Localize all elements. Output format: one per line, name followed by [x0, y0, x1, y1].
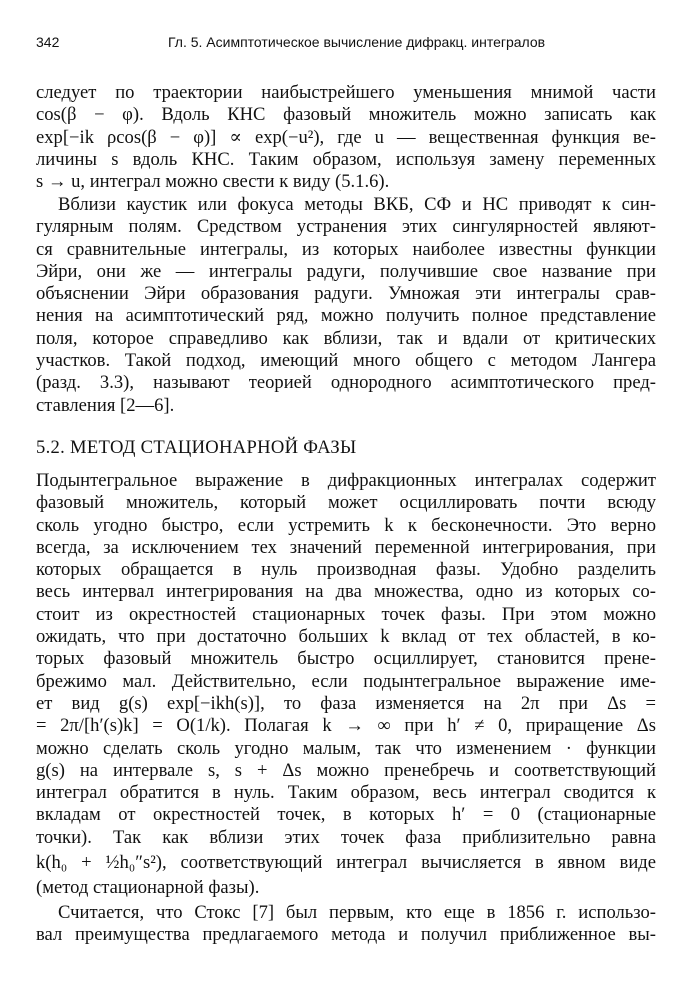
text-line: ожидать, что при достаточно больших k вклад от тех областей, в ко-: [36, 626, 656, 648]
text-line: s → u, интеграл можно свести к виду (5.1.6).: [36, 171, 390, 193]
text-line: k(h₀ + ½h₀″s²), соответствующий интеграл вычисляется в явном виде: [36, 852, 656, 874]
paragraph-2: [36, 194, 656, 417]
text-line: ся сравнительные интегралы, из которых наиболее известны функции: [36, 238, 656, 260]
text-line: Эйри, они же — интегралы радуги, получившие свое название при: [36, 260, 656, 282]
text-line: Вблизи каустик или фокуса методы ВКБ, СФ и НС приводят к син-: [58, 194, 656, 215]
text-line: фазовый множитель, который может осциллировать почти всюду: [36, 492, 656, 514]
text-line: гулярным полям. Средством устранения этих сингулярностей являют-: [36, 216, 656, 238]
text-line: cos(β − φ). Вдоль КНС фазовый множитель можно записать как: [36, 104, 656, 126]
text-line: стоит из окрестностей стационарных точек фазы. При этом можно: [36, 603, 656, 625]
running-head: [0, 30, 696, 54]
paragraph-3: [36, 470, 656, 899]
text-line: = 2π/[h′(s)k] = O(1/k). Полагая k → ∞ при h′ ≠ 0, приращение Δs: [36, 715, 656, 737]
text-line: поля, которое справедливо как вблизи, так и вдали от критических: [36, 327, 656, 349]
text-line: вкладам от окрестностей точек, в которых h′ = 0 (стационарные: [36, 804, 656, 826]
text-line: (метод стационарной фазы).: [36, 877, 260, 899]
text-line: exp[−ik ρcos(β − φ)] ∝ exp(−u²), где u — вещественная функция ве-: [36, 126, 656, 148]
section-heading: 5.2. МЕТОД СТАЦИОНАРНОЙ ФАЗЫ: [36, 437, 357, 458]
text-line: ставления [2—6].: [36, 394, 175, 416]
text-line: которых обращается в нуль производная фазы. Удобно разделить: [36, 559, 656, 581]
text-line: участков. Такой подход, имеющий много общего с методом Лангера: [36, 350, 656, 372]
text-line: весь интервал интегрирования на два множества, одно из которых со-: [36, 581, 656, 603]
text-line: сколь угодно быстро, если устремить k к бесконечности. Это верно: [36, 514, 656, 536]
text-line: всегда, за исключением тех значений переменной интегрирования, при: [36, 536, 656, 558]
text-line: вал преимущества предлагаемого метода и получил приближенное вы-: [36, 924, 656, 946]
text-line: (разд. 3.3), называют теорией однородного асимптотического пред-: [36, 372, 656, 394]
text-line: нения на асимптотический ряд, можно получить полное представление: [36, 305, 656, 327]
text-line: можно сделать сколь угодно малым, так что изменением · функции: [36, 737, 656, 759]
paragraph-1: [36, 82, 656, 193]
text-line: следует по траектории наибыстрейшего уменьшения мнимой части: [36, 82, 656, 103]
text-line: ет вид g(s) exp[−ikh(s)], то фаза изменяется на 2π при Δs =: [36, 692, 656, 714]
text-line: интеграл обратится в нуль. Таким образом, весь интеграл сводится к: [36, 782, 656, 804]
text-line: личины s вдоль КНС. Таким образом, используя замену переменных: [36, 148, 656, 170]
page-number: 342: [36, 34, 60, 50]
text-line: Считается, что Стокс [7] был первым, кто еще в 1856 г. использо-: [58, 902, 656, 923]
text-line: объяснении Эйри образования радуги. Умножая эти интегралы срав-: [36, 283, 656, 305]
text-line: Подынтегральное выражение в дифракционных интегралах содержит: [36, 470, 656, 491]
running-title: Гл. 5. Асимптотическое вычисление дифракц. интегралов: [168, 34, 546, 50]
text-line: точки). Так как вблизи этих точек фаза приблизительно равна: [36, 826, 656, 848]
text-line: g(s) на интервале s, s + Δs можно пренебречь и соответствующий: [36, 759, 656, 781]
text-line: торых фазовый множитель быстро осциллирует, становится прене-: [36, 648, 656, 670]
text-line: брежимо мал. Действительно, если подынтегральное выражение име-: [36, 670, 656, 692]
paragraph-4: [36, 902, 656, 947]
